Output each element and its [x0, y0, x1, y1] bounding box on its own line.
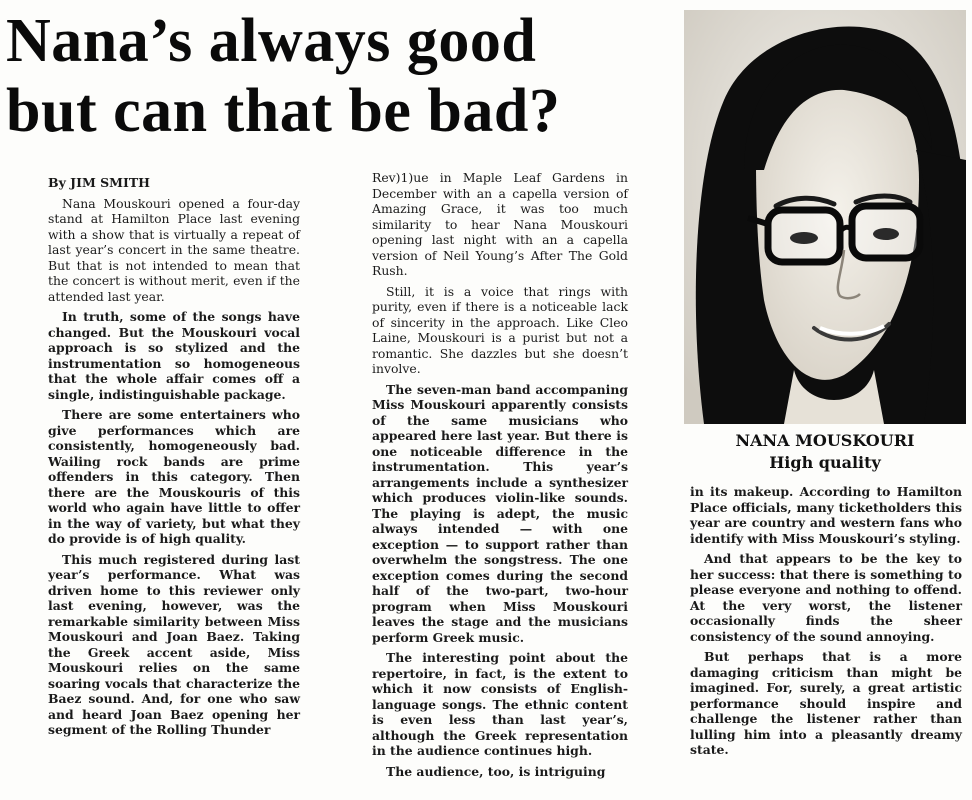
paragraph: But perhaps that is a more damaging criticism than might be imagined. For, surely, a great artistic performance should inspire and challenge the listener rather than lulling him into a pleasantly dreamy state.: [690, 649, 962, 757]
paragraph: The interesting point about the repertoire, in fact, is the extent to which it now consists of English-language songs. The ethnic content is even less than last year’s, although the Greek representation in the audience continues high.: [372, 650, 628, 758]
paragraph: Still, it is a voice that rings with purity, even if there is a noticeable lack of sincerity in the approach. Like Cleo Laine, Mouskouri is a purist but not a romantic. She dazzles but she doesn’t involve.: [372, 283, 628, 376]
article-column-2: [372, 170, 628, 784]
byline: By JIM SMITH: [48, 175, 150, 190]
paragraph: The seven-man band accompaning Miss Mouskouri apparently consists of the same musicians who appeared here last year. But there is one noticeable difference in the instrumentation. This year’s arrangements include a synthesizer which produces violin-like sounds. The playing is adept, the music always intended — with one exception — to support rather than overwhelm the songstress. The one exception comes during the second half of the two-part, two-hour program when Miss Mouskouri leaves the stage and the musicians perform Greek music.: [372, 381, 628, 645]
paragraph: And that appears to be the key to her success: that there is something to please everyone and nothing to offend. At the very worst, the listener occasionally finds the sheer consistency of the sound annoying.: [690, 551, 962, 644]
paragraph: There are some entertainers who give performances which are consistently, homogeneously bad. Wailing rock bands are prime offenders in this category. Then there are the Mouskouris of this world who again have little to offer in the way of variety, but what they do provide is of high quality.: [48, 407, 300, 546]
headline-line-2: but can that be bad?: [6, 77, 561, 145]
paragraph: In truth, some of the songs have changed. But the Mouskouri vocal approach is so stylized and the instrumentation so homogeneous that the whole affair comes off a single, indistinguishable package.: [48, 309, 300, 402]
portrait-photo: [684, 10, 966, 424]
paragraph: Nana Mouskouri opened a four-day stand at Hamilton Place last evening with a show that is virtually a repeat of last year’s concert in the same theatre. But that is not intended to mean that the concert is without merit, even if the attended last year.: [48, 195, 300, 304]
paragraph: This much registered during last year’s performance. What was driven home to this reviewer only last evening, however, was the remarkable similarity between Miss Mouskouri and Joan Baez. Taking the Greek accent aside, Miss Mouskouri relies on the same soaring vocals that characterize the Baez sound. And, for one who saw and heard Joan Baez opening her segment of the Rolling Thunder: [48, 551, 300, 737]
headline-line-1: Nana’s always good: [6, 7, 537, 75]
caption-name: NANA MOUSKOURI: [735, 431, 915, 450]
paragraph: in its makeup. According to Hamilton Place officials, many ticketholders this year are country and western fans who identify with Miss Mouskouri’s styling.: [690, 484, 962, 546]
article-column-3: [690, 484, 962, 763]
headline: [6, 6, 666, 146]
caption-subtitle: High quality: [769, 453, 881, 472]
paragraph: Rev)1)ue in Maple Leaf Gardens in December with an a capella version of Amazing Grace, it was too much similarity to hear Nana Mouskouri opening last night with an a capella version of Neil Young’s After The Gold Rush.: [372, 170, 628, 278]
photo-caption: [684, 430, 966, 474]
paragraph: The audience, too, is intriguing: [386, 763, 606, 779]
article-column-1: [48, 175, 300, 743]
